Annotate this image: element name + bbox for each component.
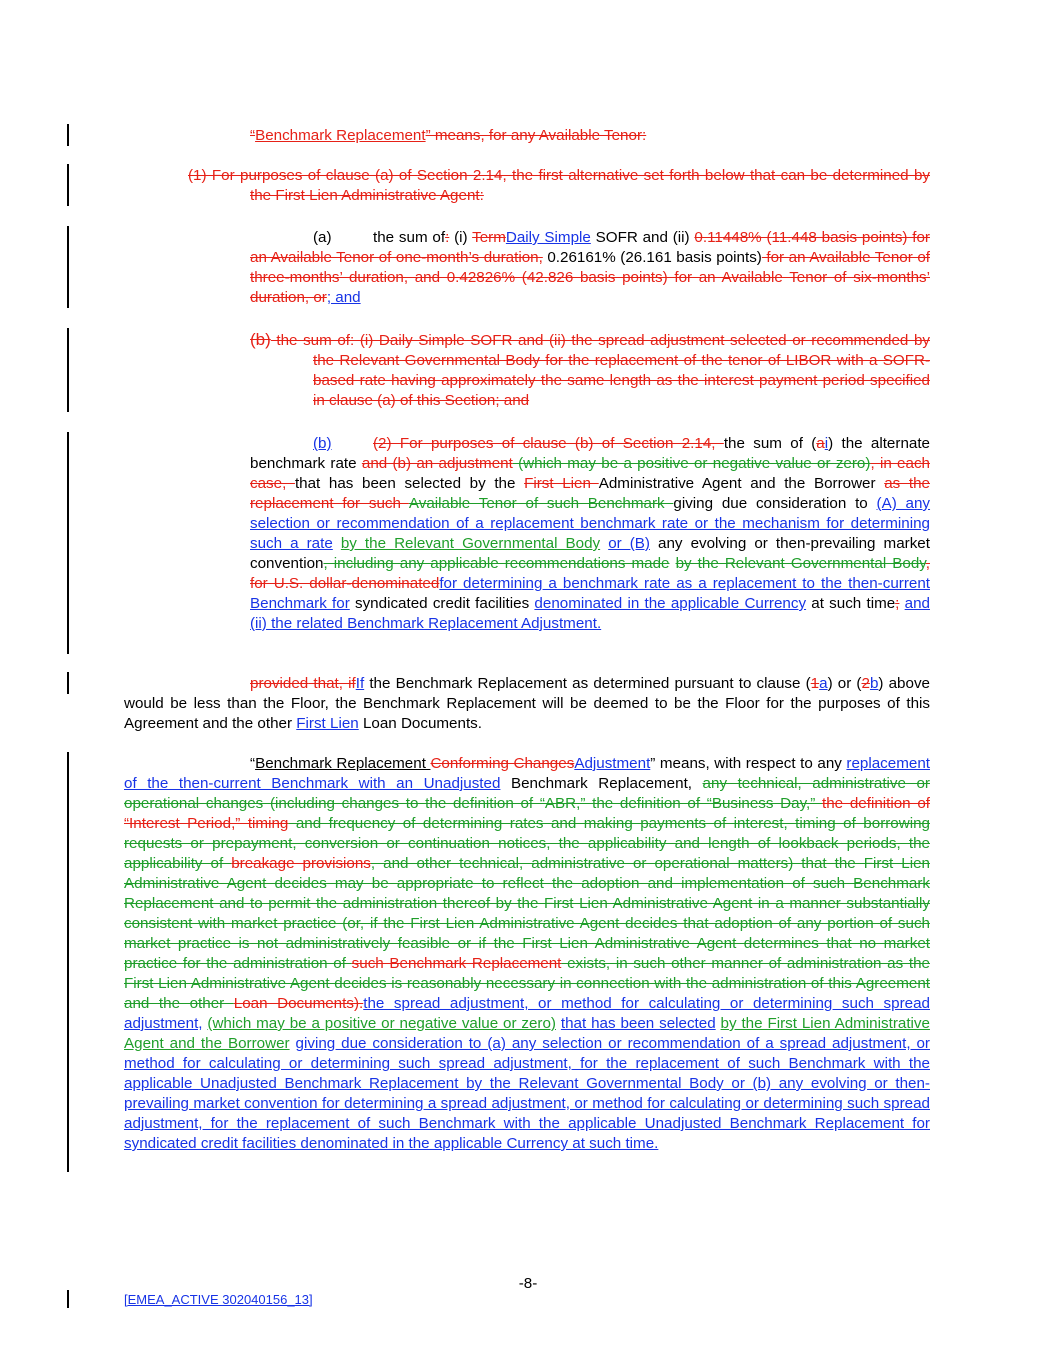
deleted-text: 1 xyxy=(810,675,820,692)
body-text: giving due consideration to xyxy=(673,495,877,512)
inserted-text: and (ii) the related Benchmark Replacement Adjustment. xyxy=(250,595,930,632)
moved-deleted-text: , and other technical, administrative or operational matters) that the First Lien Administrative Agent decides may be appropriate to reflect the adoption and implementation of such Benchmark Replacement and to permit the administration thereof by the First Lien Administrative Agent in a manner substantially consistent with market practice (or, if the First Lien Administrative Agent decides that adoption of any portion of such market practice is not administratively feasible or if the First Lien Administrative Agent determines that no market practice for the administration of xyxy=(124,855,930,972)
deleted-text: such Benchmark Replacement xyxy=(351,955,562,972)
deleted-text: a xyxy=(816,435,825,452)
body-text: Benchmark Replacement, xyxy=(500,775,703,792)
change-bar xyxy=(67,226,69,308)
deleted-text: Conforming Changes xyxy=(430,755,575,772)
deleted-text: as the replacement for such xyxy=(250,475,930,512)
change-bar xyxy=(67,672,69,694)
inserted-text: Daily Simple xyxy=(505,229,591,246)
body-text: the Benchmark Replacement as determined pursuant to clause ( xyxy=(364,675,811,692)
deleted-text: for an Available Tenor of three-months’ duration, and 0.42826% (42.826 basis points) for an Available Tenor of six-months’ duration, or xyxy=(250,249,930,306)
body-text: the sum of xyxy=(373,229,446,246)
inserted-text: that has been selected xyxy=(560,1015,716,1032)
body-text: ) above would be less than the Floor, the Benchmark Replacement will be deemed to be the Floor for the purposes of this Agreement and the other xyxy=(124,675,930,732)
deleted-text: , in each case, xyxy=(250,455,930,492)
inserted-text: a xyxy=(819,675,828,692)
inserted-text: i xyxy=(824,435,829,452)
defined-term: Benchmark Replacement xyxy=(255,755,431,772)
inserted-text: or (B) xyxy=(608,535,650,552)
change-bar xyxy=(67,164,69,206)
moved-inserted-text: (which may be a positive or negative value or zero) xyxy=(207,1015,556,1032)
moved-deleted-text: , including any applicable recommendations made xyxy=(323,555,670,572)
clause-label: (b) xyxy=(250,330,271,349)
moved-deleted-text: Available Tenor of such Benchmark xyxy=(408,495,674,512)
body-text: syndicated credit facilities xyxy=(349,595,535,612)
inserted-text: b xyxy=(869,675,879,692)
inserted-text: If xyxy=(355,675,365,692)
quote-mark: “ xyxy=(250,127,256,144)
inserted-text: giving due consideration to (a) any selection or recommendation of a spread adjustment, or method for calculating or determining such spread adjustment, for the replacement of such Benchmark with the applicable Unadjusted Benchmark Replacement by the Relevant Governmental Body or (b) any evolving or then-prevailing market convention for determining a spread adjustment, or method for calculating or determining such spread adjustment, for the replacement of such Benchmark with the applicable Unadjusted Benchmark Replacement for syndicated credit facilities denominated in the applicable Currency at such time. xyxy=(124,1035,930,1152)
floor-proviso xyxy=(124,674,930,734)
body-text: SOFR and (ii) xyxy=(590,229,695,246)
definition-text: ” means, for any Available Tenor: xyxy=(425,127,647,144)
body-text: at such time xyxy=(806,595,896,612)
deleted-text: breakage provisions xyxy=(231,855,371,872)
change-bar xyxy=(67,124,69,146)
deleted-text: : xyxy=(445,229,450,246)
inserted-text: replacement of the then-current Benchmark with an Unadjusted xyxy=(124,755,930,792)
inserted-text: Adjustment xyxy=(574,755,651,772)
deleted-text: Term xyxy=(472,229,506,246)
inserted-text: denominated in the applicable Currency xyxy=(534,595,807,612)
deleted-text: provided xyxy=(250,675,309,692)
definition-heading-deleted xyxy=(250,126,930,146)
moved-inserted-text: by the Relevant Governmental Body xyxy=(340,535,601,552)
inserted-text: for determining a benchmark rate as a replacement to the then-current Benchmark for xyxy=(250,575,930,612)
change-bar xyxy=(67,328,69,412)
deleted-text: and (b) an adjustment xyxy=(361,455,513,472)
defined-term: Benchmark Replacement xyxy=(255,127,426,144)
deleted-text: First Lien xyxy=(524,475,599,492)
deleted-text: (2) For purposes of clause (b) of Section 2.14, xyxy=(373,435,724,452)
change-bar xyxy=(67,752,69,1172)
body-text: 0.26161% (26.161 basis points) xyxy=(542,249,762,266)
clause-b-deleted xyxy=(250,330,930,411)
moved-deleted-text: exists, in such other manner of administration as the First Lien Administrative Agent decides is reasonably necessary in connection with the administration of this Agreement and the other xyxy=(124,955,930,1012)
clause-1-deleted xyxy=(188,166,930,206)
body-text: the sum of ( xyxy=(723,435,817,452)
deleted-text: Loan Documents). xyxy=(233,995,364,1012)
deleted-text: the definition of “Interest Period,” timing xyxy=(124,795,930,832)
deleted-text: 2 xyxy=(861,675,870,692)
deleted-text: the sum of: (i) Daily Simple SOFR and (ii) the spread adjustment selected or recommended by the Relevant Governmental Body for the replacement of the tenor of LIBOR with a SOFR-based rate having approximately the same length as the interest payment period specified in clause (a) of this Section; and xyxy=(270,332,930,409)
moved-deleted-text: (which may be a positive or negative value or zero) xyxy=(512,455,871,472)
deleted-text: ; xyxy=(895,595,900,612)
quote-mark: “ xyxy=(250,755,256,772)
clause-b-inserted xyxy=(250,434,930,634)
body-text: Administrative Agent and the Borrower xyxy=(598,475,885,492)
deleted-text: , for U.S. dollar-denominated xyxy=(250,555,930,592)
inserted-text: the spread adjustment, or method for calculating or determining such spread adjustment, xyxy=(124,995,930,1032)
inserted-text: ; and xyxy=(326,289,361,306)
body-text: Loan Documents. xyxy=(358,715,482,732)
body-text xyxy=(600,535,608,552)
clause-label: (a) xyxy=(313,229,332,246)
deleted-text: (1) For purposes of clause (a) of Section 2.14, the first alternative set forth below that can be determined by the First Lien Administrative Agent: xyxy=(188,167,930,204)
clause-a xyxy=(250,228,930,308)
page-number: -8- xyxy=(518,1275,538,1292)
moved-deleted-text: any technical, administrative or operational changes (including changes to the definition of “ABR,” the definition of “Business Day,” xyxy=(124,775,930,812)
body-text: ” means, with respect to any xyxy=(650,755,847,772)
moved-inserted-text: by the First Lien Administrative Agent and the Borrower xyxy=(124,1015,930,1052)
body-text xyxy=(333,535,341,552)
inserted-text: (A) any selection or recommendation of a replacement benchmark rate or the mechanism for determining such a rate xyxy=(250,495,931,552)
clause-label: (b) xyxy=(313,435,332,452)
body-text: any evolving or then-prevailing market convention xyxy=(250,535,930,572)
document-reference: [EMEA_ACTIVE 302040156_13] xyxy=(124,1292,313,1307)
change-bar xyxy=(67,432,69,654)
deleted-text: that, if xyxy=(308,675,356,692)
moved-deleted-text: by the Relevant Governmental Body xyxy=(675,555,926,572)
body-text: ) or ( xyxy=(827,675,862,692)
benchmark-replacement-adjustment-definition xyxy=(124,754,930,1154)
body-text: (i) xyxy=(449,229,473,246)
body-text: ) the alternate benchmark rate xyxy=(250,435,930,472)
deleted-text: 0.11448% (11.448 basis points) for an Available Tenor of one-month’s duration, xyxy=(250,229,930,266)
moved-deleted-text: and frequency of determining rates and making payments of interest, timing of borrowing requests or prepayment, conversion or continuation notices, the applicability and length of lookback periods, the applicability of xyxy=(124,815,930,872)
body-text: that has been selected by the xyxy=(294,475,525,492)
inserted-text: First Lien xyxy=(296,715,359,732)
